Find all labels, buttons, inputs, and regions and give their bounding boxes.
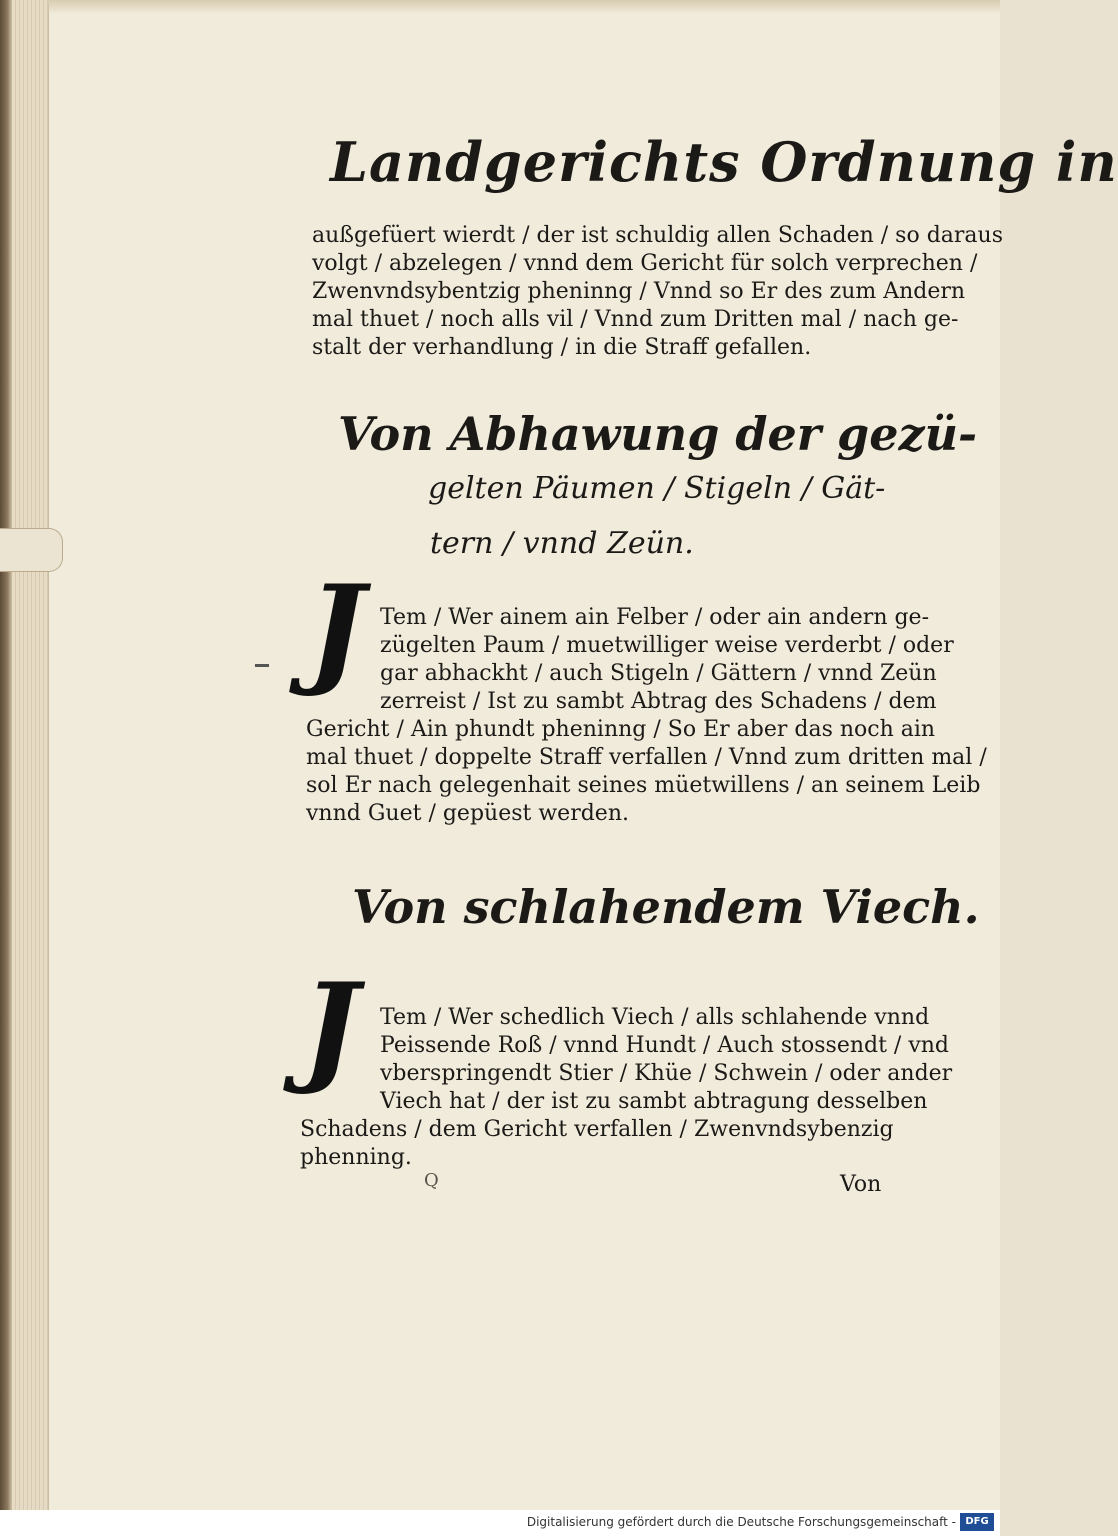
text-line: Gericht / Ain phundt pheninng / So Er aber das noch ain: [306, 717, 936, 742]
book-binding-edge: [0, 0, 12, 1510]
drop-cap: J: [308, 559, 365, 700]
text-line: zerreist / Ist zu sambt Abtrag des Schadens / dem: [380, 689, 937, 714]
text-line: zügelten Paum / muetwilliger weise verderbt / oder: [380, 633, 954, 658]
catchword: Von: [840, 1172, 882, 1197]
top-shadow: [48, 0, 1000, 14]
bookmark-tab: [0, 528, 63, 572]
text-line: volgt / abzelegen / vnnd dem Gericht für solch verprechen /: [312, 251, 978, 276]
text-line: sol Er nach gelegenhait seines müetwillens / an seinem Leib: [306, 773, 981, 798]
footer-bar: [0, 1510, 1000, 1536]
text-line: mal thuet / doppelte Straff verfallen / Vnnd zum dritten mal /: [306, 745, 987, 770]
section-heading-line-3: tern / vnnd Zeün.: [430, 526, 694, 561]
running-head: Landgerichts Ordnung in: [330, 130, 1118, 194]
signature-mark: Q: [424, 1170, 439, 1191]
text-line: Tem / Wer ainem ain Felber / oder ain andern ge-: [380, 605, 930, 630]
margin-mark: [255, 664, 269, 667]
text-line: mal thuet / noch alls vil / Vnnd zum Dritten mal / nach ge-: [312, 307, 959, 332]
section-heading: Von schlahendem Viech.: [352, 880, 980, 934]
text-line: vnnd Guet / gepüest werden.: [306, 801, 629, 826]
text-line: Zwenvndsybentzig pheninng / Vnnd so Er des zum Andern: [312, 279, 966, 304]
text-line: außgefüert wierdt / der ist schuldig allen Schaden / so daraus: [312, 223, 1003, 248]
text-line: vberspringendt Stier / Khüe / Schwein / oder ander: [380, 1061, 953, 1086]
drop-cap: J: [302, 957, 359, 1098]
text-line: gar abhackht / auch Stigeln / Gättern / vnnd Zeün: [380, 661, 937, 686]
footer-credit: Digitalisierung gefördert durch die Deutsche Forschungsgemeinschaft -: [526, 1515, 956, 1529]
text-line: Peissende Roß / vnnd Hundt / Auch stossendt / vnd: [380, 1033, 950, 1058]
page-stack-edge: [12, 0, 49, 1510]
section-heading-line-2: gelten Päumen / Stigeln / Gät-: [428, 471, 886, 506]
dfg-logo: DFG: [960, 1513, 994, 1531]
text-line: stalt der verhandlung / in die Straff gefallen.: [312, 335, 812, 360]
text-line: Schadens / dem Gericht verfallen / Zwenvndsybenzig: [300, 1117, 894, 1142]
text-line: Viech hat / der ist zu sambt abtragung desselben: [380, 1089, 928, 1114]
text-line: Tem / Wer schedlich Viech / alls schlahende vnnd: [380, 1005, 930, 1030]
section-heading: Von Abhawung der gezü-: [338, 407, 978, 461]
text-line: phenning.: [300, 1145, 412, 1170]
